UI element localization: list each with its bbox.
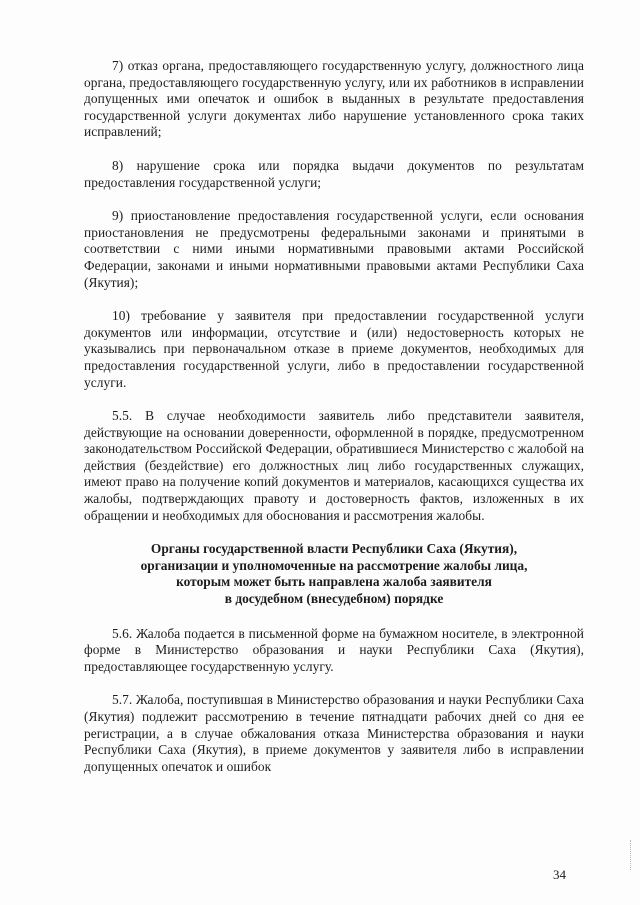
paragraph-item-8: 8) нарушение срока или порядка выдачи документов по результатам предоставления государственной услуги; [84,157,584,190]
page-number: 34 [553,867,566,882]
paragraph-item-7: 7) отказ органа, предоставляющего государственную услугу, должностного лица органа, предоставляющего государственную услугу, или их работников в исправлении допущенных ими опечаток и ошибок в выданных в результате предоставления государственной услуги документах либо нарушение установленного срока таких исправлений; [84,58,584,140]
paragraph-section-5-5: 5.5. В случае необходимости заявитель либо представители заявителя, действующие на основании доверенности, оформленной в порядке, предусмотренном законодательством Российской Федерации, обратившиеся Министерство с жалобой на действия (бездействие) его должностных лиц либо государственных служащих, имеют право на получение копий документов и материалов, касающихся существа их жалобы, подтверждающих правоту и достоверность фактов, изложенных в их обращении и необходимых для обоснования и рассмотрения жалобы. [84,408,584,523]
paragraph-section-5-7: 5.7. Жалоба, поступившая в Министерство образования и науки Республики Саха (Якутия) подлежит рассмотрению в течение пятнадцати рабочих дней со дня ее регистрации, а в случае обжалования отказа Министерства образования и науки Республики Саха (Якутия), в приеме документов у заявителя либо в исправлении допущенных опечаток и ошибок [84,692,584,774]
paragraph-item-10: 10) требование у заявителя при предоставлении государственной услуги документов или информации, отсутствие и (или) недостоверность которых не указывались при первоначальном отказе в приеме документов, необходимых для предоставления государственной услуги, либо в предоставлении государственной услуги. [84,308,584,390]
section-heading-line-3: которым может быть направлена жалоба заявителя [176,574,492,590]
paragraph-item-9: 9) приостановление предоставления государственной услуги, если основания приостановления не предусмотрены федеральными законами и принятыми в соответствии с ними иными нормативными правовыми актами Российской Федерации, законами и иными нормативными правовыми актами Республики Саха (Якутия); [84,208,584,290]
section-heading-line-1: Органы государственной власти Республики Саха (Якутия), [150,541,518,557]
scan-edge-mark [630,840,634,870]
section-heading-line-4: в досудебном (внесудебном) порядке [224,591,444,607]
document-body [84,58,584,792]
section-heading [94,541,574,607]
section-heading-line-2: организации и уполномоченные на рассмотрение жалобы лица, [140,557,528,573]
paragraph-section-5-6: 5.6. Жалоба подается в письменной форме на бумажном носителе, в электронной форме в Министерство образования и науки Республики Саха (Якутия), предоставляющее государственную услугу. [84,625,584,674]
